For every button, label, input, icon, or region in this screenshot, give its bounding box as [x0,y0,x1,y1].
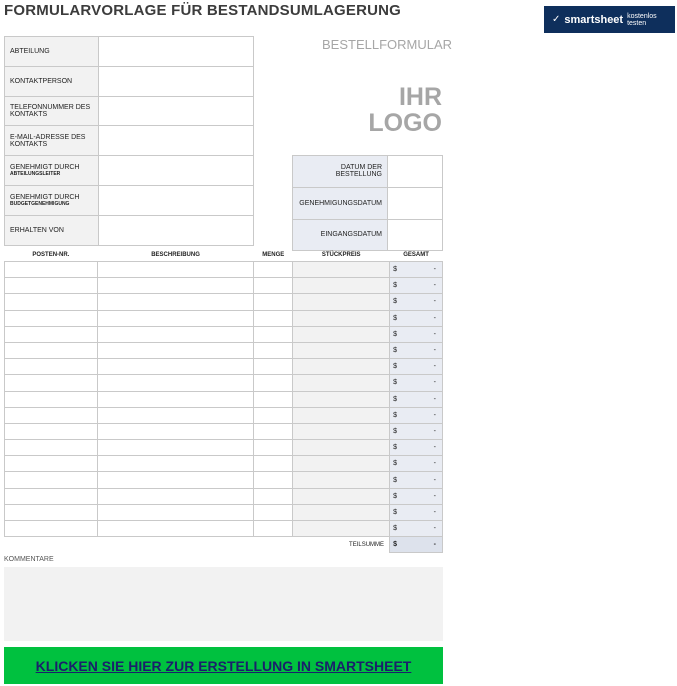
table-row [5,521,443,537]
unit-price-cell[interactable] [293,359,390,375]
currency-symbol: $ [393,492,397,500]
column-header: POSTEN-NR. [32,252,70,258]
total-cell [390,488,443,504]
total-value: - [433,379,436,387]
total-cell [390,537,443,553]
date-label: EINGANGSDATUM [293,219,388,251]
item-no-cell[interactable] [5,391,98,407]
description-cell[interactable] [97,488,254,504]
currency-symbol: $ [393,460,397,468]
total-cell [390,342,443,358]
currency-symbol: $ [393,363,397,371]
currency-symbol: $ [393,347,397,355]
subtotal-row [5,537,443,553]
info-table [4,36,254,246]
unit-price-cell[interactable] [293,262,390,278]
info-label-text: ERHALTEN VON [10,226,64,234]
order-form-title: BESTELLFORMULAR [322,37,453,52]
currency-symbol: $ [393,379,397,387]
item-no-cell[interactable] [5,262,98,278]
item-no-cell[interactable] [5,423,98,439]
total-value: - [433,298,436,306]
unit-price-cell[interactable] [293,440,390,456]
currency-symbol: $ [393,476,397,484]
total-cell [390,310,443,326]
page-title: FORMULARVORLAGE FÜR BESTANDSUMLAGERUNG [4,2,402,19]
info-value-field[interactable] [99,37,254,67]
unit-price-cell[interactable] [293,278,390,294]
total-value: - [433,266,436,274]
info-label-sub: BUDGETGENEHMIGUNG [10,200,70,207]
quantity-cell[interactable] [254,294,293,310]
description-cell[interactable] [97,294,254,310]
description-cell[interactable] [97,504,254,520]
unit-price-cell[interactable] [293,375,390,391]
total-cell [390,391,443,407]
total-value: - [433,525,436,533]
total-value: - [433,444,436,452]
info-label-text: KONTAKTPERSON [10,77,73,85]
info-label-text: E-MAIL-ADRESSE DES KONTAKTS [10,133,86,148]
description-cell[interactable] [97,440,254,456]
info-label [5,96,99,126]
date-label: DATUM DER BESTELLUNG [293,156,388,188]
info-label-text: ABTEILUNG [10,47,50,55]
total-cell [390,504,443,520]
total-value: - [433,492,436,500]
currency-symbol: $ [393,298,397,306]
item-no-cell[interactable] [5,359,98,375]
description-cell[interactable] [97,407,254,423]
description-cell[interactable] [97,326,254,342]
date-row [293,156,443,188]
logo-line-1: IHR [398,83,442,111]
currency-symbol: $ [393,266,397,274]
currency-symbol: $ [393,508,397,516]
logo-placeholder [360,84,442,136]
currency-symbol: $ [393,444,397,452]
quantity-cell[interactable] [254,488,293,504]
table-row [5,262,443,278]
table-row [5,342,443,358]
unit-price-cell[interactable] [293,456,390,472]
info-label [5,126,99,156]
date-row [293,219,443,251]
items-table [4,249,443,553]
item-no-cell[interactable] [5,504,98,520]
smartsheet-banner[interactable] [544,6,675,33]
unit-price-cell[interactable] [293,423,390,439]
info-value-field[interactable] [99,66,254,96]
table-row [5,326,443,342]
quantity-cell[interactable] [254,423,293,439]
total-cell [390,359,443,375]
total-value: - [433,347,436,355]
description-cell[interactable] [97,375,254,391]
info-value-field[interactable] [99,185,254,215]
info-value-field[interactable] [99,215,254,245]
info-row [5,66,254,96]
table-row [5,310,443,326]
info-value-field[interactable] [99,96,254,126]
info-label [5,66,99,96]
currency-symbol: $ [393,427,397,435]
date-value-field[interactable] [388,219,443,251]
item-no-cell[interactable] [5,375,98,391]
description-cell[interactable] [97,310,254,326]
item-no-cell[interactable] [5,488,98,504]
smartsheet-brand: smartsheet [564,13,624,26]
info-row [5,185,254,215]
date-row [293,187,443,219]
item-no-cell[interactable] [5,440,98,456]
currency-symbol: $ [393,395,397,403]
column-header: MENGE [262,252,285,258]
total-value: - [433,314,436,322]
quantity-cell[interactable] [254,472,293,488]
subtotal-label: TEILSUMME [349,542,385,549]
smartsheet-logo-icon: ✓ [552,14,561,25]
info-row [5,156,254,186]
quantity-cell[interactable] [254,407,293,423]
unit-price-cell[interactable] [293,391,390,407]
info-value-field[interactable] [99,156,254,186]
description-cell[interactable] [97,521,254,537]
total-cell [390,521,443,537]
currency-symbol: $ [393,314,397,322]
info-label-text: TELEFONNUMMER DES KONTAKTS [10,103,91,118]
column-header: GESAMT [403,252,429,258]
description-cell[interactable] [97,472,254,488]
item-no-cell[interactable] [5,342,98,358]
description-cell[interactable] [97,423,254,439]
quantity-cell[interactable] [254,391,293,407]
info-row [5,37,254,67]
unit-price-cell[interactable] [293,407,390,423]
table-row [5,278,443,294]
table-row [5,504,443,520]
column-header: STÜCKPREIS [321,252,361,258]
total-cell [390,440,443,456]
item-no-cell[interactable] [5,326,98,342]
quantity-cell[interactable] [254,262,293,278]
unit-price-cell[interactable] [293,504,390,520]
currency-symbol: $ [393,541,397,549]
create-in-smartsheet-link[interactable]: KLICKEN SIE HIER ZUR ERSTELLUNG IN SMARTSHEET [4,647,443,684]
unit-price-cell[interactable] [293,488,390,504]
description-cell[interactable] [97,391,254,407]
dates-table [292,155,443,251]
info-label-sub: ABTEILUNGSLEITER [10,171,61,178]
info-label-text: GENEHMIGT DURCH [10,193,80,201]
unit-price-cell[interactable] [293,472,390,488]
info-label [5,215,99,245]
info-label-text: GENEHMIGT DURCH [10,164,80,172]
quantity-cell[interactable] [254,440,293,456]
total-value: - [433,541,436,549]
date-value-field[interactable] [388,156,443,188]
total-value: - [433,508,436,516]
info-row [5,96,254,126]
total-cell [390,262,443,278]
quantity-cell[interactable] [254,359,293,375]
total-value: - [433,427,436,435]
unit-price-cell[interactable] [293,342,390,358]
currency-symbol: $ [393,411,397,419]
total-cell [390,375,443,391]
item-no-cell[interactable] [5,407,98,423]
total-value: - [433,460,436,468]
info-label [5,156,99,186]
comments-box[interactable] [4,567,443,641]
description-cell[interactable] [97,359,254,375]
description-cell[interactable] [97,262,254,278]
item-no-cell[interactable] [5,472,98,488]
total-cell [390,294,443,310]
unit-price-cell[interactable] [293,310,390,326]
table-row [5,359,443,375]
currency-symbol: $ [393,282,397,290]
quantity-cell[interactable] [254,521,293,537]
item-no-cell[interactable] [5,310,98,326]
table-row [5,294,443,310]
total-value: - [433,476,436,484]
info-label [5,37,99,67]
quantity-cell[interactable] [254,310,293,326]
info-row [5,215,254,245]
unit-price-cell[interactable] [293,326,390,342]
description-cell[interactable] [97,278,254,294]
quantity-cell[interactable] [254,504,293,520]
banner-cta-text: kostenlos testen [627,12,657,27]
quantity-cell[interactable] [254,278,293,294]
currency-symbol: $ [393,525,397,533]
description-cell[interactable] [97,456,254,472]
description-cell[interactable] [97,342,254,358]
item-no-cell[interactable] [5,521,98,537]
total-cell [390,407,443,423]
table-row [5,391,443,407]
unit-price-cell[interactable] [293,294,390,310]
total-value: - [433,363,436,371]
item-no-cell[interactable] [5,294,98,310]
table-row [5,407,443,423]
quantity-cell[interactable] [254,375,293,391]
table-row [5,375,443,391]
table-row [5,456,443,472]
table-row [5,472,443,488]
column-header: BESCHREIBUNG [151,252,200,258]
total-value: - [433,411,436,419]
total-cell [390,456,443,472]
item-no-cell[interactable] [5,456,98,472]
total-value: - [433,330,436,338]
total-cell [390,278,443,294]
table-row [5,488,443,504]
comments-label: KOMMENTARE [4,556,54,563]
total-value: - [433,395,436,403]
table-row [5,423,443,439]
info-value-field[interactable] [99,126,254,156]
date-value-field[interactable] [388,187,443,219]
unit-price-cell[interactable] [293,521,390,537]
quantity-cell[interactable] [254,456,293,472]
total-value: - [433,282,436,290]
info-row [5,126,254,156]
total-cell [390,326,443,342]
currency-symbol: $ [393,330,397,338]
total-cell [390,423,443,439]
quantity-cell[interactable] [254,342,293,358]
item-no-cell[interactable] [5,278,98,294]
logo-line-2: LOGO [368,109,442,137]
total-cell [390,472,443,488]
table-row [5,440,443,456]
date-label: GENEHMIGUNGSDATUM [293,187,388,219]
info-label [5,185,99,215]
quantity-cell[interactable] [254,326,293,342]
